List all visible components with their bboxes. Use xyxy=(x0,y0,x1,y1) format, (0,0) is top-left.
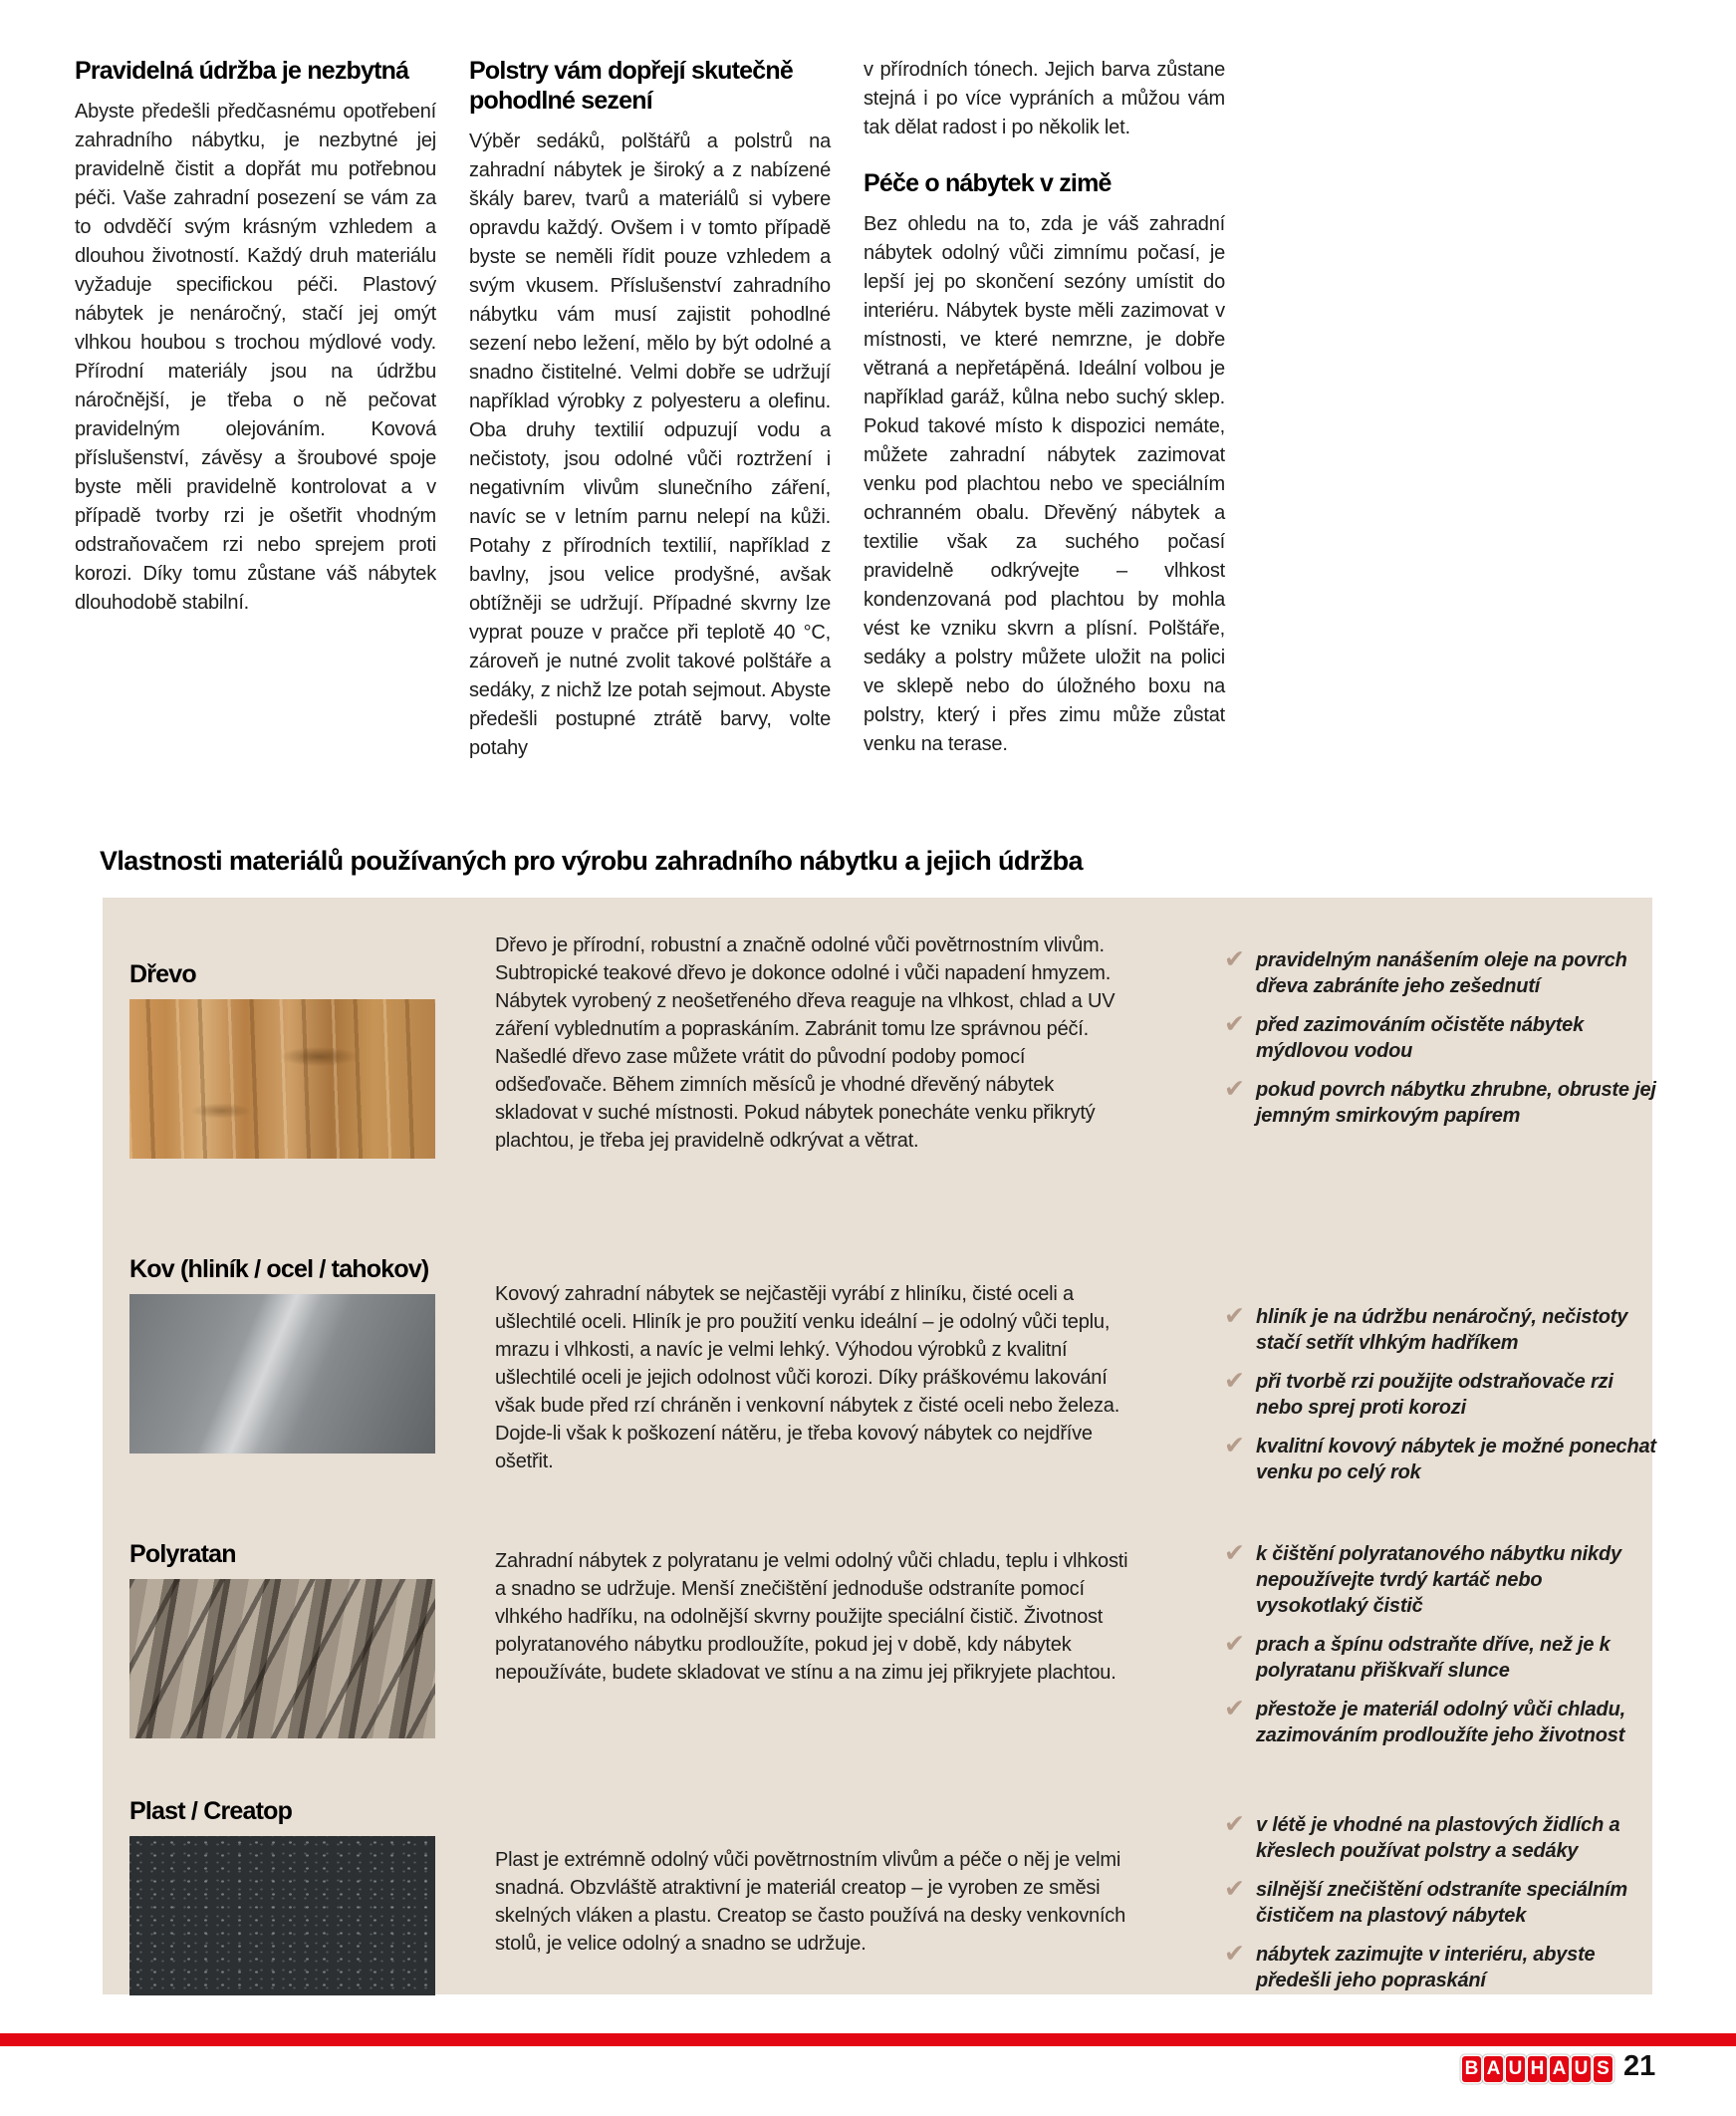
article-continuation-text: v přírodních tónech. Jejich barva zůstane stejná i po více vypráních a můžou vám tak dělat radost i po několik let. xyxy=(864,59,1225,138)
article-body-maintenance: Abyste předešli předčasnému opotřebení zahradního nábytku, je nezbytné jej pravidelně čistit a dopřát mu potřebnou péči. Vaše zahradní posezení se vám za to odvděčí svým krásným vzhledem a dlouhou životností. Každý druh materiálu vyžaduje specifickou péči. Plastový nábytek je nenáročný, stačí jej omýt vlhkou houbou s trochou mýdlové vody. Přírodní materiály jsou na údržbu náročnější, je třeba o ně pečovat pravidelným olejováním. Kovová příslušenství, závěsy a šroubové spoje byste měli pravidelně kontrolovat a v případě tvorby rzi je ošetřit vhodným odstraňovačem rzi nebo sprejem proti korozi. Díky tomu zůstane váš nábytek dlouhodobě stabilní. xyxy=(75,101,436,614)
bauhaus-logo xyxy=(1462,2056,1612,2082)
checkmark-icon: ✔ xyxy=(1224,1940,1245,1968)
tip-text: hliník je na údržbu nenáročný, nečistoty stačí setřít vlhkým hadříkem xyxy=(1255,1306,1628,1354)
material-label-cell xyxy=(129,931,443,1159)
tip-text: nábytek zazimujte v interiéru, abyste předešli jeho popraskání xyxy=(1255,1944,1596,1991)
plastic-texture-image xyxy=(129,1836,435,1995)
brand-letter-tile: A xyxy=(1550,2056,1569,2082)
footer-rule xyxy=(0,2033,1736,2046)
tip-item xyxy=(1224,947,1658,999)
brand-letter-tile: A xyxy=(1484,2056,1503,2082)
tip-item xyxy=(1224,1697,1658,1748)
article-heading-cushions: Polstry vám dopřejí skutečně pohodlné sezení xyxy=(469,57,793,115)
tip-text: prach a špínu odstraňte dříve, než je k polyratanu přiškvaří slunce xyxy=(1255,1634,1611,1682)
tip-item xyxy=(1224,1541,1658,1619)
material-label-cell xyxy=(129,1539,443,1738)
checkmark-icon: ✔ xyxy=(1224,1539,1245,1567)
material-name-metal: Kov (hliník / ocel / tahokov) xyxy=(129,1255,429,1283)
rattan-texture-image xyxy=(129,1579,435,1738)
brand-letter-tile: U xyxy=(1506,2056,1525,2082)
metal-texture-image xyxy=(129,1294,435,1454)
article-column-2 xyxy=(469,56,831,763)
checkmark-icon: ✔ xyxy=(1224,1695,1245,1722)
tip-item xyxy=(1224,1812,1658,1864)
tip-text: silnější znečištění odstraníte speciálním čističem na plastový nábytek xyxy=(1255,1879,1627,1927)
wood-texture-image xyxy=(129,999,435,1159)
checkmark-icon: ✔ xyxy=(1224,1367,1245,1395)
article-heading-maintenance: Pravidelná údržba je nezbytná xyxy=(75,57,409,85)
tip-item xyxy=(1224,1077,1658,1129)
article-body-winter: Bez ohledu na to, zda je váš zahradní nábytek odolný vůči zimnímu počasí, je lepší jej po skončení sezóny umístit do interiéru. Nábytek byste měli zazimovat v místnosti, ve které nemrzne, je dobře větraná a nepřetápěná. Ideální volbou je například garáž, kůlna nebo suchý sklep. Pokud takové místo k dispozici nemáte, můžete zahradní nábytek zazimovat venku pod plachtou nebo ve speciálním ochranném obalu. Dřevěný nábytek a textilie však za suchého počasí pravidelně odkrývejte – vlhkost kondenzovaná pod plachtou by mohla vést ke vzniku skvrn a plísní. Polštáře, sedáky a polstry můžete uložit na polici ve sklepě nebo do úložného boxu na polstry, který i přes zimu může zůstat venku na terase. xyxy=(864,213,1225,755)
checkmark-icon: ✔ xyxy=(1224,1810,1245,1838)
checkmark-icon: ✔ xyxy=(1224,1302,1245,1330)
tip-text: v létě je vhodné na plastových židlích a křeslech používat polstry a sedáky xyxy=(1255,1814,1620,1862)
tip-item xyxy=(1224,1877,1658,1929)
tips-list-plastic xyxy=(1224,1796,1658,2006)
brand-letter-tile: S xyxy=(1594,2056,1612,2082)
article-column-1 xyxy=(75,56,436,763)
material-description-metal: Kovový zahradní nábytek se nejčastěji vyrábí z hliníku, čisté oceli a ušlechtilé oceli. Hliník je pro použití venku ideální – je odolný vůči teplu, mrazu i vlhkosti, a navíc je velmi lehký. Výhodou výrobků z kvalitní ušlechtilé oceli je jejich odolnost vůči korozi. Díky práškovému lakování však bude před rzí chráněn i venkovní nábytek z čisté oceli nebo železa. Dojde-li však k poškození nátěru, je třeba kovový nábytek co nejdříve ošetřit. xyxy=(495,1283,1120,1472)
checkmark-icon: ✔ xyxy=(1224,945,1245,973)
material-label-cell xyxy=(129,1254,443,1454)
checkmark-icon: ✔ xyxy=(1224,1075,1245,1103)
tip-item xyxy=(1224,1942,1658,1993)
tip-item xyxy=(1224,1012,1658,1064)
articles-section xyxy=(75,56,1230,763)
article-body-cushions: Výběr sedáků, polštářů a polstrů na zahradní nábytek je široký a z nabízené škály barev, tvarů a materiálů si vybere opravdu každý. Ovšem i v tomto případě byste se neměli řídit pouze vzhledem a svým vkusem. Příslušenství zahradního nábytku vám musí zajistit pohodlné sezení nebo ležení, mělo by být odolné a snadno čistitelné. Velmi dobře se udržují například výrobky z polyesteru a olefinu. Oba druhy textilií odpuzují vodu a nečistoty, jsou odolné vůči roztržení i negativním vlivům slunečního záření, navíc se v letním parnu nelepí na kůži. Potahy z přírodních textilií, například z bavlny, jsou velice prodyšné, avšak obtížněji se udržují. Případné skvrny lze vyprat pouze v pračce při teplotě 40 °C, zároveň je nutné zvolit takové polštáře a sedáky, z nichž lze potah sejmout. Abyste předešli postupné ztrátě barvy, volte potahy xyxy=(469,131,831,759)
tips-list-wood xyxy=(1224,931,1658,1142)
page-number: 21 xyxy=(1623,2050,1656,2082)
tip-item xyxy=(1224,1632,1658,1684)
material-name-polyrattan: Polyratan xyxy=(129,1540,236,1568)
tips-list-polyrattan xyxy=(1224,1539,1658,1761)
brand-letter-tile: B xyxy=(1462,2056,1481,2082)
checkmark-icon: ✔ xyxy=(1224,1432,1245,1459)
tip-item xyxy=(1224,1434,1658,1485)
tip-item xyxy=(1224,1369,1658,1421)
materials-section-title: Vlastnosti materiálů používaných pro výrobu zahradního nábytku a jejich údržba xyxy=(100,846,1083,876)
brand-letter-tile: H xyxy=(1528,2056,1547,2082)
materials-panel xyxy=(103,898,1656,1994)
material-description-wood: Dřevo je přírodní, robustní a značně odolné vůči povětrnostním vlivům. Subtropické teakové dřevo je dokonce odolné i vůči napadení hmyzem. Nábytek vyrobený z neošetřeného dřeva reaguje na vlhkost, chlad a UV záření vyblednutím a popraskáním. Zabránit tomu lze správnou péčí. Našedlé dřevo zase můžete vrátit do původní podoby pomocí odšeďovače. Během zimních měsíců je vhodné dřevěný nábytek skladovat v suché místnosti. Pokud nábytek ponecháte venku přikrytý plachtou, je třeba jej pravidelně odkrývat a větrat. xyxy=(495,934,1116,1152)
brand-letter-tile: U xyxy=(1572,2056,1591,2082)
material-description-plastic: Plast je extrémně odolný vůči povětrnostním vlivům a péče o něj je velmi snadná. Obzvláště atraktivní je materiál creatop – je vyroben ze směsi skelných vláken a plastu. Creatop se často používá na desky venkovních stolů, je velice odolný a snadno se udržuje. xyxy=(495,1849,1126,1955)
material-label-cell xyxy=(129,1796,443,1995)
tip-text: před zazimováním očistěte nábytek mýdlovou vodou xyxy=(1255,1014,1585,1062)
tip-text: pravidelným nanášením oleje na povrch dřeva zabráníte jeho zešednutí xyxy=(1255,949,1627,997)
checkmark-icon: ✔ xyxy=(1224,1630,1245,1658)
checkmark-icon: ✔ xyxy=(1224,1875,1245,1903)
material-description-polyrattan: Zahradní nábytek z polyratanu je velmi odolný vůči chladu, teplu i vlhkosti a snadno se udržuje. Menší znečištění jednoduše odstraníte pomocí vlhkého hadříku, na odolnější skvrny použijte speciální čistič. Životnost polyratanového nábytku prodloužíte, pokud jej v době, kdy nábytek nepoužíváte, budete skladovat ve stínu a na zimu jej přikryjete plachtou. xyxy=(495,1550,1128,1684)
tip-text: při tvorbě rzi použijte odstraňovače rzi nebo sprej proti korozi xyxy=(1255,1371,1613,1419)
tip-text: přestože je materiál odolný vůči chladu, zazimováním prodloužíte jeho životnost xyxy=(1255,1699,1625,1746)
tip-text: pokud povrch nábytku zhrubne, obruste jej jemným smirkovým papírem xyxy=(1255,1079,1656,1127)
tip-text: kvalitní kovový nábytek je možné ponechat venku po celý rok xyxy=(1255,1436,1656,1483)
tip-item xyxy=(1224,1304,1658,1356)
checkmark-icon: ✔ xyxy=(1224,1010,1245,1038)
tips-list-metal xyxy=(1224,1254,1658,1498)
article-heading-winter: Péče o nábytek v zimě xyxy=(864,169,1112,197)
tip-text: k čištění polyratanového nábytku nikdy nepoužívejte tvrdý kartáč nebo vysokotlaký čistič xyxy=(1255,1543,1621,1617)
material-name-plastic: Plast / Creatop xyxy=(129,1797,293,1825)
material-name-wood: Dřevo xyxy=(129,960,196,988)
article-column-3 xyxy=(864,56,1225,763)
